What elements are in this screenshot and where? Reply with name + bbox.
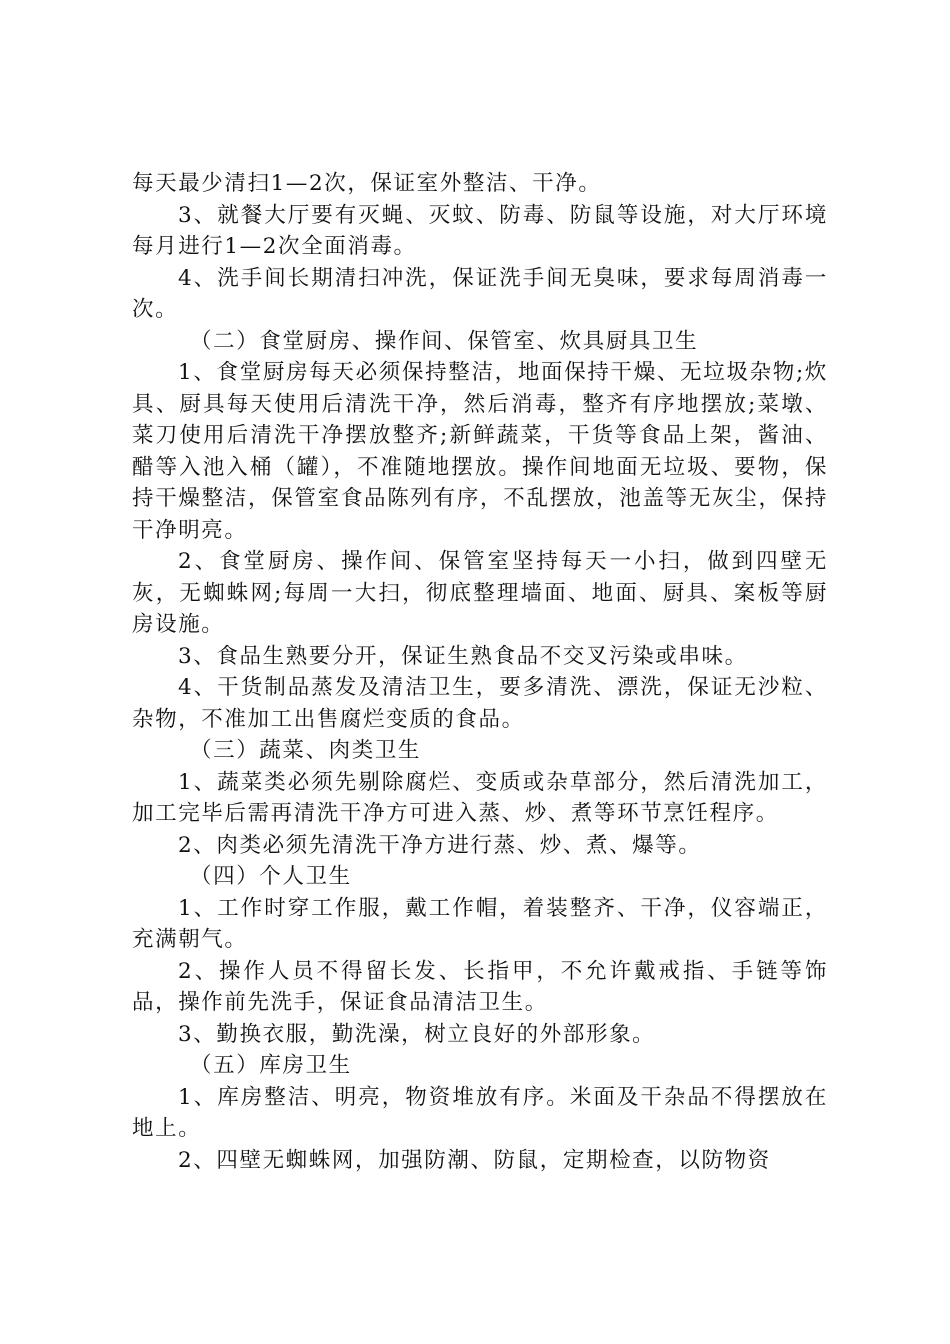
paragraph-kitchen-sweeping: 2、食堂厨房、操作间、保管室坚持每天一小扫，做到四壁无灰，无蜘蛛网;每周一大扫，彻底整理墙面、地面、厨具、案板等厨房设施。 bbox=[132, 549, 828, 637]
section-heading-personal-hygiene: （四）个人卫生 bbox=[190, 864, 352, 889]
paragraph-no-jewelry: 2、操作人员不得留长发、长指甲，不允许戴戒指、手链等饰品，操作前先洗手，保证食品清洁卫生。 bbox=[132, 958, 828, 1015]
paragraph-personal-image: 3、勤换衣服，勤洗澡，树立良好的外部形象。 bbox=[178, 1021, 656, 1047]
paragraph-storage-order: 1、库房整洁、明亮，物资堆放有序。米面及干杂品不得摆放在地上。 bbox=[132, 1084, 828, 1141]
paragraph-meat: 2、肉类必须先清洗干净方进行蒸、炒、煮、爆等。 bbox=[178, 832, 702, 858]
section-heading-vegetables-meat: （三）蔬菜、肉类卫生 bbox=[190, 738, 422, 763]
section-heading-storage: （五）库房卫生 bbox=[190, 1053, 352, 1078]
paragraph-continuation: 每天最少清扫1—2次，保证室外整洁、干净。 bbox=[132, 171, 602, 196]
paragraph-kitchen-cleanliness: 1、食堂厨房每天必须保持整洁，地面保持干燥、无垃圾杂物;炊具、厨具每天使用后清洗干净，然后消毒，整齐有序地摆放;菜墩、菜刀使用后清洗干净摆放整齐;新鲜蔬菜，干货等食品上架，酱油、醋等入池入桶（罐），不准随地摆放。操作间地面无垃圾、要物，保持干燥整洁，保管室食品陈列有序，不乱摆放，池盖等无灰尘，保持干净明亮。 bbox=[132, 360, 828, 543]
paragraph-raw-cooked-separation: 3、食品生熟要分开，保证生熟食品不交叉污染或串味。 bbox=[178, 643, 748, 669]
paragraph-vegetables: 1、蔬菜类必须先剔除腐烂、变质或杂草部分，然后清洗加工，加工完毕后需再清洗干净方可进入蒸、炒、煮等环节烹饪程序。 bbox=[132, 769, 828, 826]
document-body bbox=[132, 168, 828, 1176]
paragraph-dry-goods: 4、干货制品蒸发及清洁卫生，要多清洗、漂洗，保证无沙粒、杂物，不准加工出售腐烂变质的食品。 bbox=[132, 675, 828, 732]
paragraph-restroom-cleaning: 4、洗手间长期清扫冲洗，保证洗手间无臭味，要求每周消毒一次。 bbox=[132, 265, 828, 322]
paragraph-dining-hall-disinfection: 3、就餐大厅要有灭蝇、灭蚊、防毒、防鼠等设施，对大厅环境每月进行1—2次全面消毒。 bbox=[132, 202, 828, 259]
section-heading-kitchen: （二）食堂厨房、操作间、保管室、炊具厨具卫生 bbox=[190, 328, 699, 354]
paragraph-work-clothes: 1、工作时穿工作服，戴工作帽，着装整齐、干净，仪容端正，充满朝气。 bbox=[132, 895, 828, 952]
paragraph-storage-pests: 2、四壁无蜘蛛网，加强防潮、防鼠，定期检查，以防物资 bbox=[178, 1147, 771, 1173]
